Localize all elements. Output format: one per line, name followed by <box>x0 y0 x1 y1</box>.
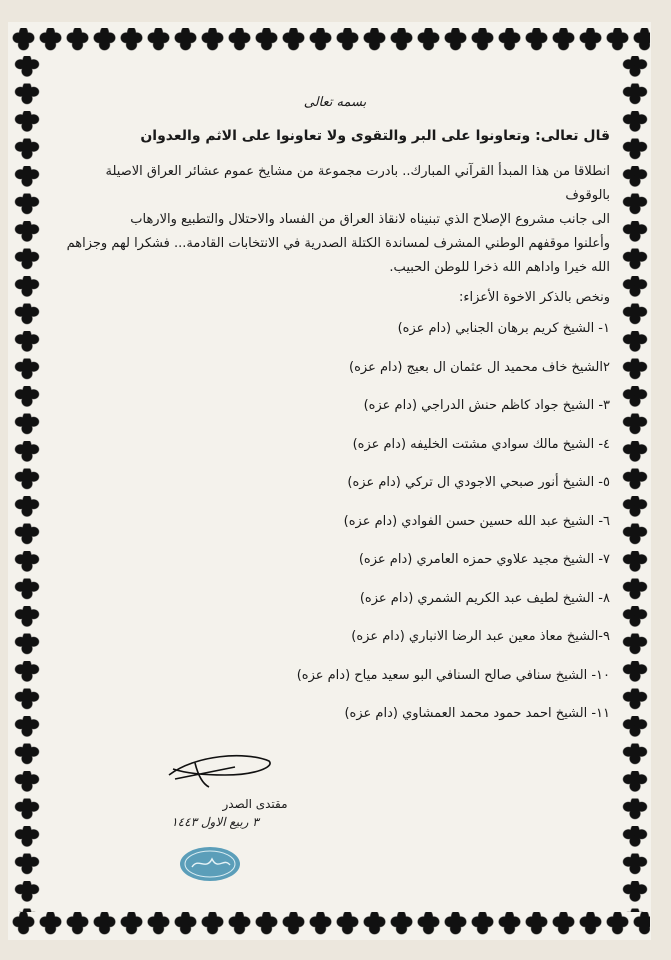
list-item: ٣- الشيخ جواد كاظم حنش الدراجي (دام عزه) <box>363 398 610 413</box>
names-list <box>60 319 610 743</box>
list-item: ١- الشيخ كريم برهان الجنابي (دام عزه) <box>397 321 610 336</box>
ornament-border-top <box>10 28 650 56</box>
intro-line: الى جانب مشروع الإصلاح الذي تبنيناه لانقاذ العراق من الفساد والاحتلال والتطبيع والارهاب <box>130 212 610 227</box>
intro-line: انطلاقا من هذا المبدأ القرآني المبارك.. بادرت مجموعة من مشايخ عموم عشائر العراق الاصيلة بالوقوف <box>105 164 610 203</box>
list-item: ٩-الشيخ معاذ معين عبد الرضا الانباري (دام عزه) <box>351 629 610 644</box>
ornament-border-right <box>620 56 650 912</box>
signature-date: ٣ ربيع الاول ١٤٤٣ <box>171 815 259 829</box>
list-item: ٦- الشيخ عبد الله حسين حسن الفوادي (دام عزه) <box>343 513 610 529</box>
intro-line: الله خيرا واداهم الله ذخرا للوطن الحبيب. <box>389 260 610 275</box>
list-item: ٢الشيخ خاف محميد ال عثمان ال بعيج (دام عزه) <box>349 359 610 375</box>
handwritten-signature <box>165 745 275 793</box>
ornament-border-bottom <box>10 912 650 940</box>
basmala: بسمه تعالى <box>303 95 367 110</box>
list-item: ٨- الشيخ لطيف عبد الكريم الشمري (دام عزه) <box>359 590 610 606</box>
list-item: ٥- الشيخ أنور صبحي الاجودي ال تركي (دام عزه) <box>347 475 610 490</box>
list-item: ١١- الشيخ احمد حمود محمد العمشاوي (دام عزه) <box>344 706 610 721</box>
official-stamp <box>178 845 242 883</box>
intro-paragraph <box>60 160 610 280</box>
signatory-name: مقتدى الصدر <box>222 797 288 811</box>
list-item: ٧- الشيخ مجيد علاوي حمزه العامري (دام عزه) <box>358 552 610 567</box>
list-item: ٤- الشيخ مالك سوادي مشتت الخليفه (دام عزه) <box>352 436 610 452</box>
ornament-border-left <box>12 56 42 912</box>
quran-verse: قال تعالى: وتعاونوا على البر والتقوى ولا تعاونوا على الاثم والعدوان <box>140 128 610 144</box>
list-item: ١٠- الشيخ سنافي صالح السنافي البو سعيد مياح (دام عزه) <box>296 667 610 683</box>
list-heading: ونخص بالذكر الاخوة الأعزاء: <box>459 290 610 305</box>
letter-body <box>60 95 610 743</box>
intro-line: وأعلنوا موقفهم الوطني المشرف لمساندة الكتلة الصدرية في الانتخابات القادمة... فشكرا لهم وجزاهم <box>66 236 610 251</box>
